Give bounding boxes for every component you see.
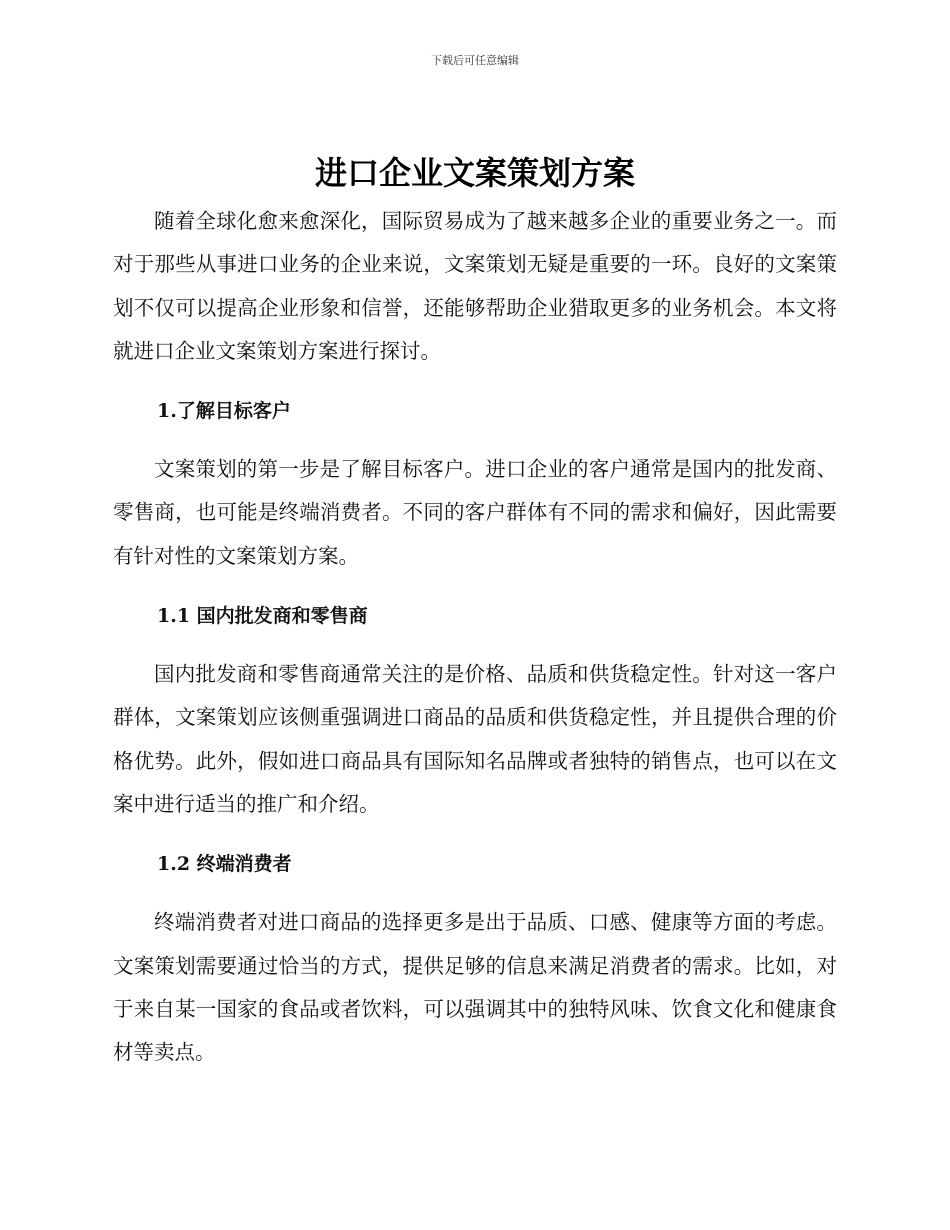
document-title: 进口企业文案策划方案 <box>314 154 635 192</box>
page-header-note: 下载后可任意编辑 <box>431 54 519 67</box>
section-heading-wholesalers-retailers: 1.1 国内批发商和零售商 <box>157 605 368 628</box>
section-body-target-customers: 文案策划的第一步是了解目标客户。进口企业的客户通常是国内的批发商、零售商，也可能是终端消费者。不同的客户群体有不同的需求和偏好，因此需要有针对性的文案策划方案。 <box>113 457 837 568</box>
document-body <box>113 200 837 1074</box>
section-body-wholesalers-retailers: 国内批发商和零售商通常关注的是价格、品质和供货稳定性。针对这一客户群体，文案策划应该侧重强调进口商品的品质和供货稳定性，并且提供合理的价格优势。此外，假如进口商品具有国际知名品牌或者独特的销售点，也可以在文案中进行适当的推广和介绍。 <box>113 662 837 816</box>
section-heading-target-customers: 1.了解目标客户 <box>157 400 291 423</box>
section-body-end-consumers: 终端消费者对进口商品的选择更多是出于品质、口感、健康等方面的考虑。文案策划需要通过恰当的方式，提供足够的信息来满足消费者的需求。比如，对于来自某一国家的食品或者饮料，可以强调其中的独特风味、饮食文化和健康食材等卖点。 <box>113 910 837 1065</box>
intro-paragraph: 随着全球化愈来愈深化，国际贸易成为了越来越多企业的重要业务之一。而对于那些从事进口业务的企业来说，文案策划无疑是重要的一环。良好的文案策划不仅可以提高企业形象和信誉，还能够帮助企业猎取更多的业务机会。本文将就进口企业文案策划方案进行探讨。 <box>113 209 837 363</box>
section-heading-end-consumers: 1.2 终端消费者 <box>157 853 292 876</box>
